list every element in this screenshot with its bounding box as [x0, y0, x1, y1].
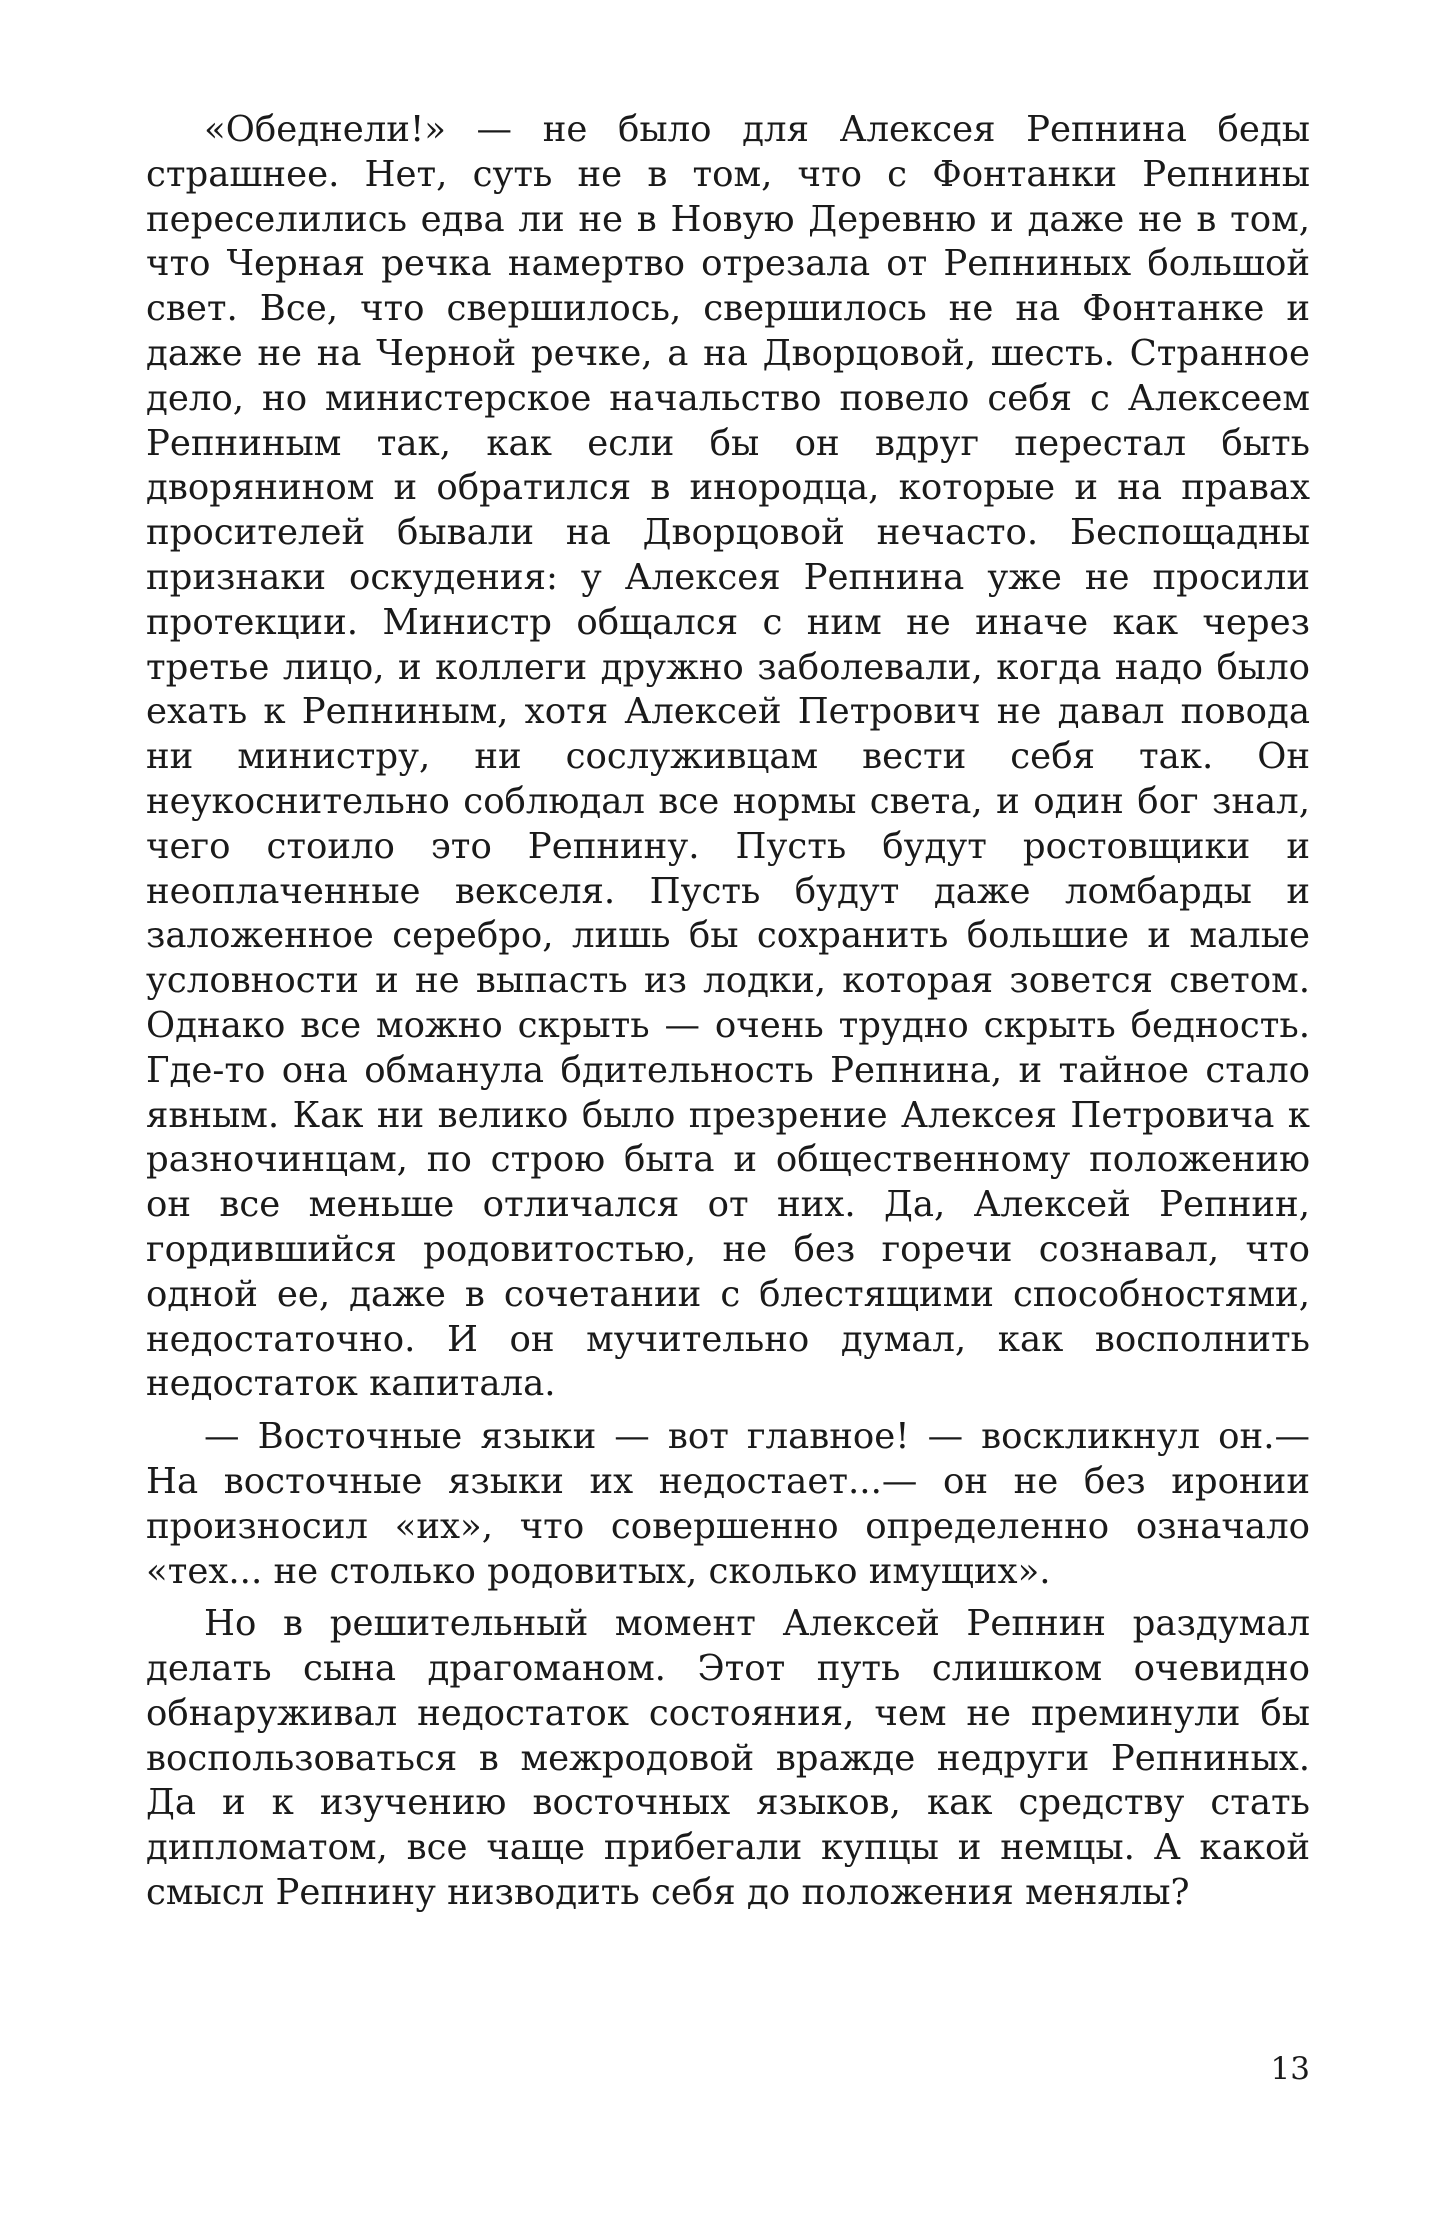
page-number: 13	[1270, 2051, 1310, 2087]
paragraph-3: Но в решительный момент Алексей Репнин раздумал делать сына драгоманом. Этот путь слишком очевидно обнаруживал недостаток состояния, чем не преминули бы воспользоваться в межродовой вражде недруги Репниных. Да и к изучению восточных языков, как средству стать дипломатом, все чаще прибегали купцы и немцы. А какой смысл Репнину низводить себя до положения менялы?	[146, 1603, 1310, 1914]
page-text	[146, 108, 1310, 1916]
paragraph-2: — Восточные языки — вот главное! — воскликнул он.— На восточные языки их недостает...— он не без иронии произносил «их», что совершенно определенно означало «тех... не столько родовитых, сколько имущих».	[146, 1416, 1310, 1592]
paragraph-1: «Обеднели!» — не было для Алексея Репнина беды страшнее. Нет, суть не в том, что с Фонтанки Репнины переселились едва ли не в Новую Деревню и даже не в том, что Черная речка намертво отрезала от Репниных большой свет. Все, что свершилось, свершилось не на Фонтанке и даже не на Черной речке, а на Дворцовой, шесть. Странное дело, но министерское начальство повело себя с Алексеем Репниным так, как если бы он вдруг перестал быть дворянином и обратился в инородца, которые и на правах просителей бывали на Дворцовой нечасто. Беспощадны признаки оскудения: у Алексея Репнина уже не просили протекции. Министр общался с ним не иначе как через третье лицо, и коллеги дружно заболевали, когда надо было ехать к Репниным, хотя Алексей Петрович не давал повода ни министру, ни сослуживцам вести себя так. Он неукоснительно соблюдал все нормы света, и один бог знал, чего стоило это Репнину. Пусть будут ростовщики и неоплаченные векселя. Пусть будут даже ломбарды и заложенное серебро, лишь бы сохранить большие и малые условности и не выпасть из лодки, которая зовется светом. Однако все можно скрыть — очень трудно скрыть бедность. Где-то она обманула бдительность Репнина, и тайное стало явным. Как ни велико было презрение Алексея Петровича к разночинцам, по строю быта и общественному положению он все меньше отличался от них. Да, Алексей Репнин, гордившийся родовитостью, не без горечи сознавал, что одной ее, даже в сочетании с блестящими способностями, недостаточно. И он мучительно думал, как восполнить недостаток капитала.	[146, 109, 1310, 1405]
